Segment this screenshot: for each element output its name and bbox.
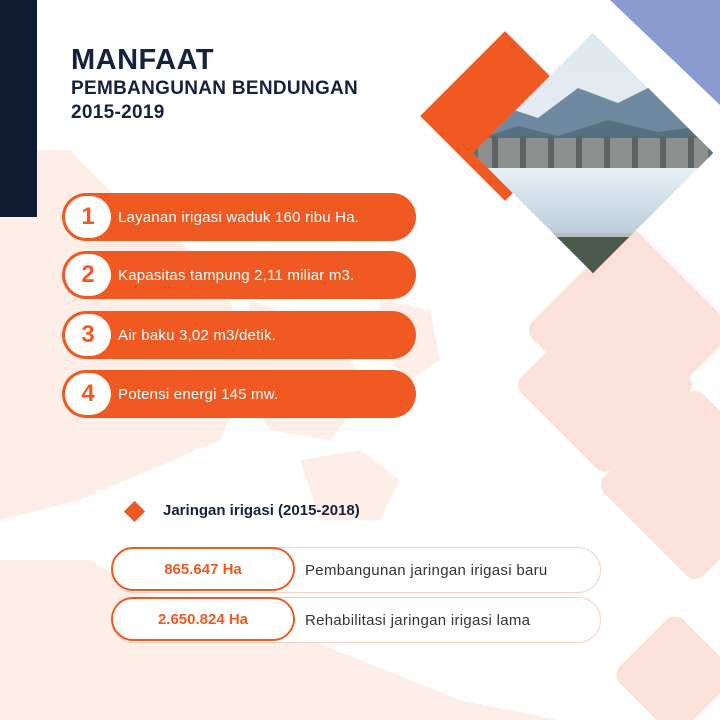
benefit-item-3 [62,311,416,359]
benefit-text: Air baku 3,02 m3/detik. [118,326,277,344]
stat-row [111,547,601,593]
stat-label: Rehabilitasi jaringan irigasi lama [305,611,531,629]
page-title: MANFAAT [71,44,215,76]
benefit-number: 4 [65,373,111,415]
navy-accent-bar [0,0,37,217]
benefit-text: Potensi energi 145 mw. [118,385,279,403]
benefit-number: 1 [65,196,111,238]
benefit-text: Layanan irigasi waduk 160 ribu Ha. [118,208,360,226]
stat-value: 865.647 Ha [111,547,295,591]
stat-label: Pembangunan jaringan irigasi baru [305,561,548,579]
page-subtitle [71,77,358,125]
section-title: Jaringan irigasi (2015-2018) [163,502,360,519]
benefit-text: Kapasitas tampung 2,11 miliar m3. [118,266,355,284]
benefit-item-2 [62,251,416,299]
benefit-item-1 [62,193,416,241]
subtitle-line: PEMBANGUNAN BENDUNGAN [71,78,359,99]
benefit-number: 2 [65,254,111,296]
subtitle-year: 2015-2019 [71,102,165,123]
stat-value: 2.650.824 Ha [111,597,295,641]
stat-row [111,597,601,643]
benefit-item-4 [62,370,416,418]
benefit-number: 3 [65,314,111,356]
